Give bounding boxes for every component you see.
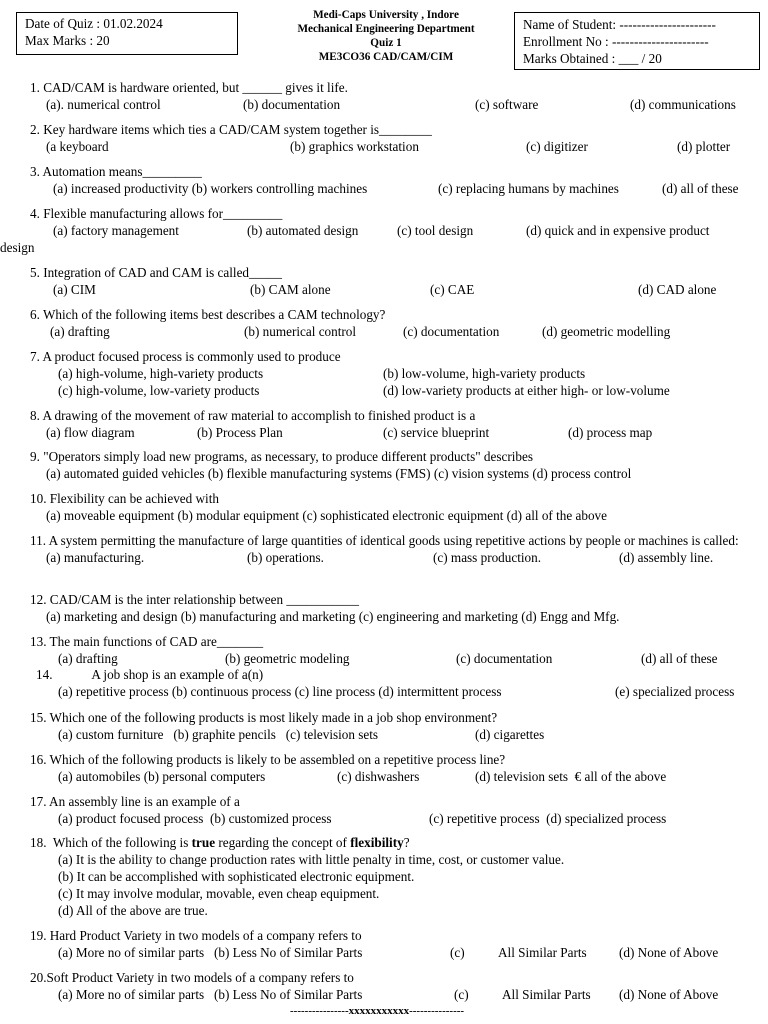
options-row	[30, 180, 758, 197]
question-stem: 3. Automation means_________	[30, 164, 202, 179]
question-20	[30, 969, 758, 1003]
options-row	[30, 650, 758, 667]
university-name: Medi-Caps University , Indore	[313, 9, 459, 21]
max-marks: Max Marks : 20	[25, 33, 110, 48]
option-d-e: (d) television sets € all of the above	[475, 769, 667, 784]
option-c: (c) tool design	[397, 223, 474, 238]
option-b: (b) documentation	[243, 97, 341, 112]
question-stem: 17. An assembly line is an example of a	[30, 794, 240, 809]
options-row	[30, 382, 758, 399]
question-8	[30, 407, 758, 441]
options-a-b: (a) More no of similar parts (b) Less No of Similar Parts	[58, 945, 363, 960]
question-1	[30, 79, 758, 113]
options-row	[30, 768, 758, 785]
question-15	[30, 709, 758, 743]
option-a: (a) factory management	[53, 223, 179, 238]
question-14	[30, 666, 758, 700]
option-a-b: (a) increased productivity (b) workers controlling machines	[53, 181, 368, 196]
marks-obtained-field: Marks Obtained : ___ / 20	[523, 51, 662, 66]
question-4	[0, 205, 758, 256]
option-a: (a). numerical control	[46, 97, 161, 112]
question-stem: 15. Which one of the following products is most likely made in a job shop environment?	[30, 710, 498, 725]
stem-emphasis-flexibility: flexibility	[350, 835, 404, 850]
option-d: (d) None of Above	[619, 945, 719, 960]
option-d: (d) low-variety products at either high- or low-volume	[383, 383, 670, 398]
options-row	[30, 944, 758, 961]
question-stem: 4. Flexible manufacturing allows for_________	[30, 206, 283, 221]
course-code: ME3CO36 CAD/CAM/CIM	[318, 51, 454, 63]
quiz-date: Date of Quiz : 01.02.2024	[25, 16, 163, 31]
options-a-b: (a) More no of similar parts (b) Less No of Similar Parts	[58, 987, 363, 1002]
option-e: (e) specialized process	[615, 684, 735, 699]
option-c: (c) mass production.	[433, 550, 542, 565]
option-d: (d) CAD alone	[638, 282, 717, 297]
question-18	[30, 834, 758, 919]
option-c: (c) CAE	[430, 282, 475, 297]
option-a: (a) manufacturing.	[46, 550, 145, 565]
options-row	[30, 281, 758, 298]
option-a: (a) drafting	[50, 324, 110, 339]
option-b: (b) geometric modeling	[225, 651, 350, 666]
options-row	[30, 986, 758, 1003]
question-stem	[30, 834, 758, 851]
question-stem: 13. The main functions of CAD are_______	[30, 634, 264, 649]
options-all: (a) moveable equipment (b) modular equipment (c) sophisticated electronic equipment (d) all of the above	[46, 508, 607, 523]
question-stem: 19. Hard Product Variety in two models of a company refers to	[30, 928, 362, 943]
enrollment-field: Enrollment No : ----------------------	[523, 34, 709, 49]
quiz-info-box	[16, 12, 238, 55]
quiz-title: Quiz 1	[370, 37, 402, 49]
question-16	[30, 751, 758, 785]
options-row	[30, 138, 758, 155]
question-9	[30, 448, 758, 482]
option-d: (d) cigarettes	[475, 727, 545, 742]
options-row	[30, 810, 758, 827]
options-row	[30, 549, 748, 566]
question-stem: 10. Flexibility can be achieved with	[30, 491, 219, 506]
option-c: (c) software	[475, 97, 539, 112]
question-11	[30, 532, 748, 566]
options-row	[30, 507, 758, 524]
options-c-d: (c) repetitive process (d) specialized process	[429, 811, 667, 826]
stem-text: ?	[403, 835, 410, 850]
department-name: Mechanical Engineering Department	[297, 23, 475, 35]
stem-emphasis-true: true	[191, 835, 216, 850]
option-b: (b) graphics workstation	[290, 139, 419, 154]
question-stem: 6. Which of the following items best describes a CAM technology?	[30, 307, 386, 322]
option-d: (d) communications	[630, 97, 736, 112]
option-d: (d) all of these	[662, 181, 739, 196]
question-stem: 9. "Operators simply load new programs, as necessary, to produce different products" describes	[30, 449, 533, 464]
options-row	[30, 608, 758, 625]
options-all: (a) marketing and design (b) manufacturing and marketing (c) engineering and marketing (d) Engg and Mfg.	[46, 609, 620, 624]
question-3	[30, 163, 758, 197]
option-a: (a) flow diagram	[46, 425, 135, 440]
option-a: (a) CIM	[53, 282, 96, 297]
student-info-box	[514, 12, 760, 70]
question-stem: 20.Soft Product Variety in two models of a company refers to	[30, 970, 354, 985]
option-c: (c) replacing humans by machines	[438, 181, 619, 196]
question-19	[30, 927, 758, 961]
institution-header	[270, 8, 502, 64]
question-10	[30, 490, 758, 524]
question-stem: 1. CAD/CAM is hardware oriented, but ______ gives it life.	[30, 80, 348, 95]
options-row	[30, 96, 758, 113]
option-c: (c) dishwashers	[337, 769, 420, 784]
option-c: (c) high-volume, low-variety products	[58, 383, 260, 398]
options-all: (a) automated guided vehicles (b) flexible manufacturing systems (FMS) (c) vision systems (d) process control	[46, 466, 632, 481]
stem-text: 18. Which of the following is	[30, 835, 192, 850]
question-6	[30, 306, 758, 340]
question-stem: 16. Which of the following products is likely to be assembled on a repetitive process line?	[30, 752, 506, 767]
question-13	[30, 633, 758, 667]
end-of-paper-marker: ----------------xxxxxxxxxxx---------------	[290, 1005, 465, 1017]
option-c-text: All Similar Parts	[502, 987, 591, 1002]
options-a-c: (a) custom furniture (b) graphite pencils (c) television sets	[58, 727, 379, 742]
question-7	[30, 348, 758, 399]
option-d: (d) plotter	[677, 139, 731, 154]
question-stem: 8. A drawing of the movement of raw material to accomplish to finished product is a	[30, 408, 476, 423]
option-b: (b) operations.	[247, 550, 324, 565]
options-row	[30, 222, 758, 239]
option-d: (d) All of the above are true.	[58, 903, 208, 918]
student-name-field: Name of Student: ----------------------	[523, 17, 716, 32]
question-stem: 5. Integration of CAD and CAM is called_____	[30, 265, 282, 280]
option-b: (b) It can be accomplished with sophisticated electronic equipment.	[58, 869, 415, 884]
options-row	[30, 323, 758, 340]
options-row	[30, 365, 758, 382]
option-c-text: All Similar Parts	[498, 945, 587, 960]
option-c: (c) service blueprint	[383, 425, 490, 440]
option-c: (c) documentation	[403, 324, 500, 339]
option-c: (c) documentation	[456, 651, 553, 666]
option-b: (b) Process Plan	[197, 425, 283, 440]
options-row	[30, 683, 758, 700]
option-d: (d) geometric modelling	[542, 324, 671, 339]
question-stem: 12. CAD/CAM is the inter relationship between ___________	[30, 592, 359, 607]
question-stem: 14. A job shop is an example of a(n)	[36, 667, 264, 682]
option-c: (c) It may involve modular, movable, even cheap equipment.	[58, 886, 380, 901]
option-a: (a keyboard	[46, 139, 109, 154]
question-17	[30, 793, 758, 827]
question-stem: 2. Key hardware items which ties a CAD/CAM system together is________	[30, 122, 432, 137]
options-a-b: (a) automobiles (b) personal computers	[58, 769, 266, 784]
option-d: (d) None of Above	[619, 987, 719, 1002]
options-row	[30, 424, 758, 441]
question-stem: 7. A product focused process is commonly used to produce	[30, 349, 341, 364]
options-row	[30, 726, 758, 743]
question-12	[30, 591, 758, 625]
option-c: (c) digitizer	[526, 139, 588, 154]
option-b: (b) automated design	[247, 223, 359, 238]
option-d: (d) quick and in expensive product	[526, 223, 710, 238]
options-a-d: (a) repetitive process (b) continuous process (c) line process (d) intermittent process	[58, 684, 502, 699]
options-a-b: (a) product focused process (b) customized process	[58, 811, 332, 826]
option-b: (b) numerical control	[244, 324, 357, 339]
stem-text: regarding the concept of	[215, 835, 351, 850]
option-b: (b) low-volume, high-variety products	[383, 366, 586, 381]
option-a: (a) high-volume, high-variety products	[58, 366, 264, 381]
option-a: (a) It is the ability to change production rates with little penalty in time, cost, or customer value.	[58, 852, 565, 867]
option-d: (d) assembly line.	[619, 550, 714, 565]
option-b: (b) CAM alone	[250, 282, 331, 297]
option-a: (a) drafting	[58, 651, 118, 666]
question-stem: 11. A system permitting the manufacture of large quantities of identical goods using repetitive actions by people or machines is called:	[30, 533, 739, 548]
option-c: (c)	[454, 987, 469, 1002]
question-5	[30, 264, 758, 298]
option-d: (d) all of these	[641, 651, 718, 666]
option-continuation: design	[0, 240, 35, 255]
question-2	[30, 121, 758, 155]
options-row	[30, 465, 758, 482]
option-c: (c)	[450, 945, 465, 960]
option-d: (d) process map	[568, 425, 653, 440]
